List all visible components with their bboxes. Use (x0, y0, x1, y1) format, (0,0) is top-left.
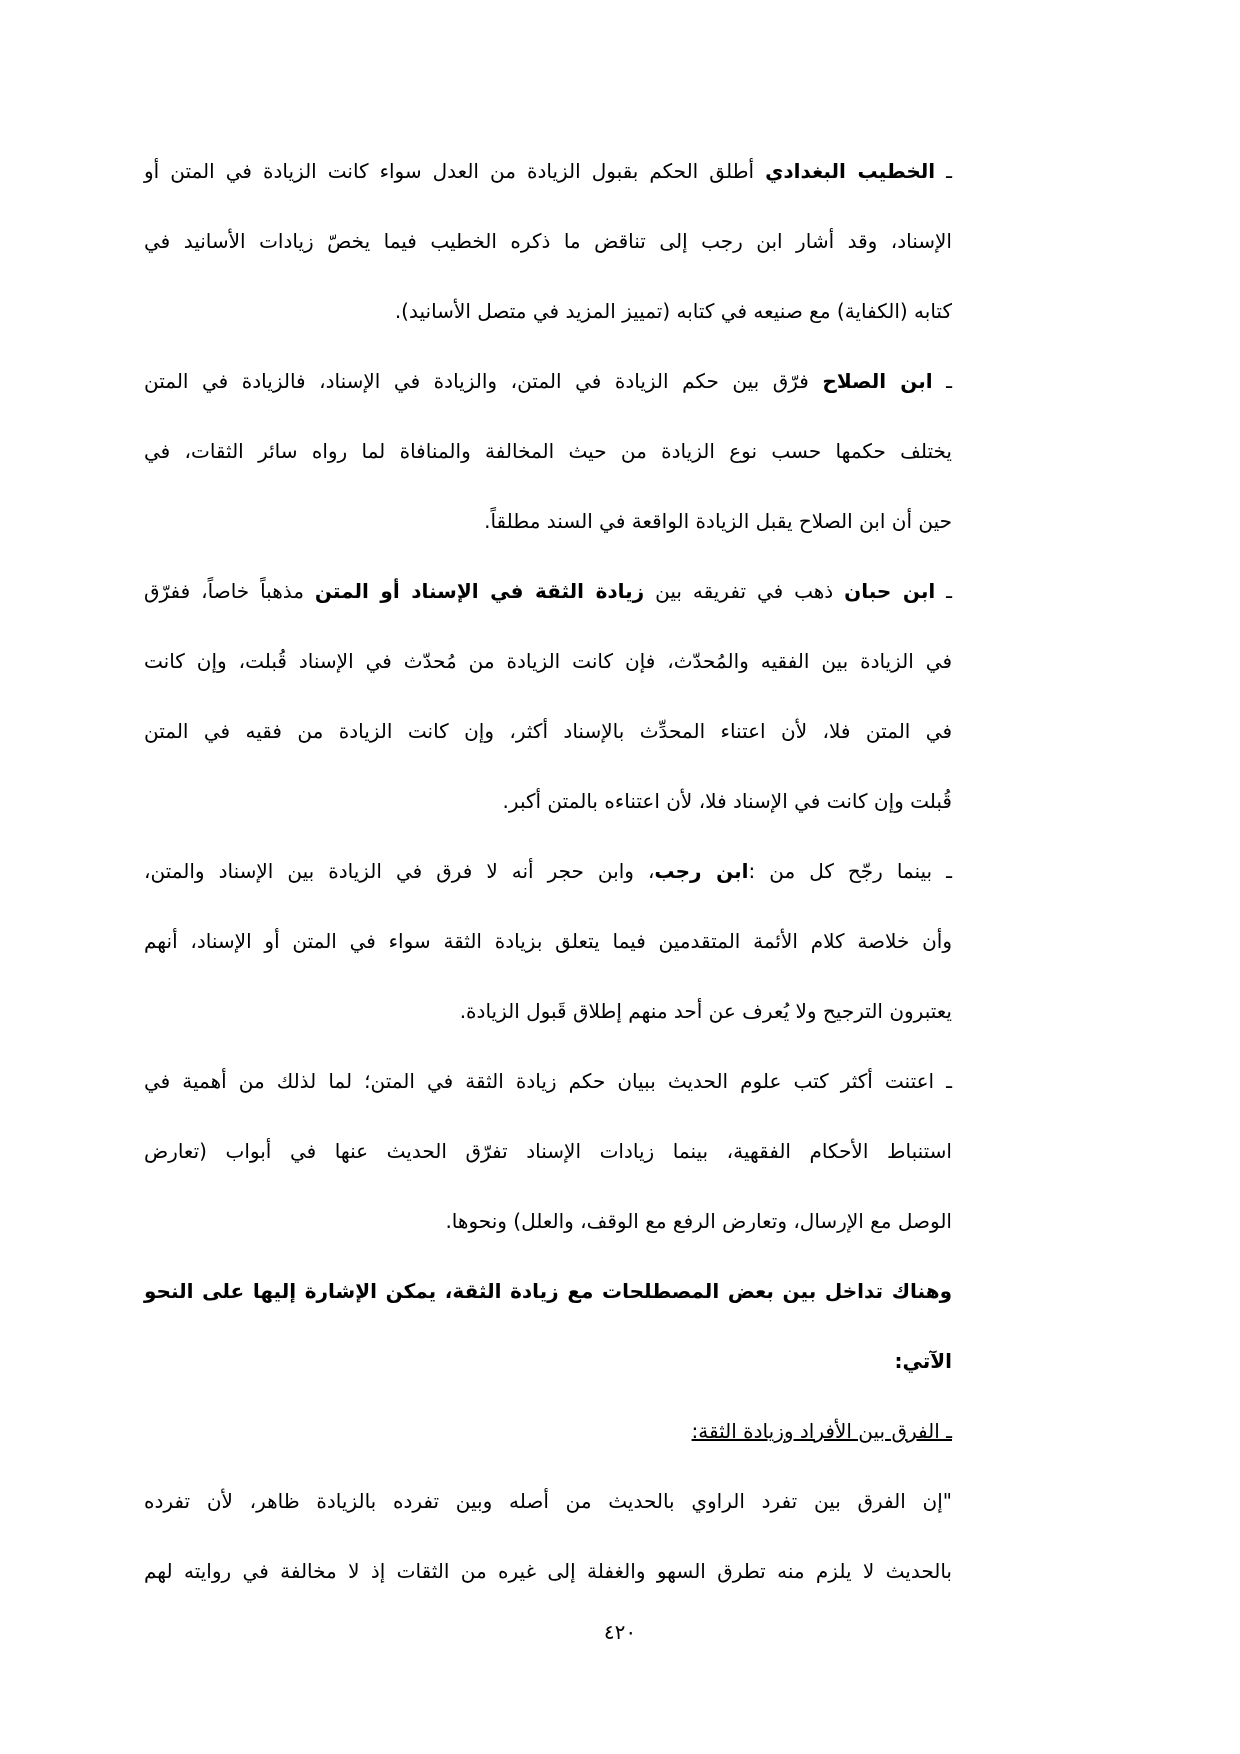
paragraph (144, 836, 952, 1046)
paragraph (144, 346, 952, 556)
text-line (144, 906, 952, 976)
paragraph (144, 556, 952, 836)
subheading (144, 1396, 952, 1466)
bold-term: الخطيب البغدادي (765, 159, 936, 183)
quote-line: "إن الفرق بين تفرد الراوي بالحديث من أصله وبين تفرده بالزيادة ظاهر، لأن تفرده (144, 1489, 952, 1513)
text-line (144, 1186, 952, 1256)
text-line (144, 976, 952, 1046)
body-text (144, 136, 952, 1606)
subheading-text: ـ الفرق بين الأفراد وزيادة الثقة: (691, 1419, 952, 1443)
text-run: ـ اعتنت أكثر كتب علوم الحديث ببيان حكم زيادة الثقة في المتن؛ لما لذلك من أهمية في (144, 1069, 952, 1093)
text-run: يختلف حكمها حسب نوع الزيادة من حيث المخالفة والمنافاة لما رواه سائر الثقات، في (144, 439, 952, 463)
text-line (144, 1046, 952, 1116)
text-line (144, 626, 952, 696)
heading-line: الآتي: (894, 1349, 952, 1373)
text-run: يعتبرون الترجيح ولا يُعرف عن أحد منهم إطلاق قَبول الزيادة. (459, 999, 952, 1023)
text-line (144, 556, 952, 626)
text-run: ذهب في تفريقه بين (644, 579, 845, 603)
bold-term: ابن رجب (654, 859, 749, 883)
section-heading (144, 1256, 952, 1396)
text-line (144, 836, 952, 906)
text-line (144, 276, 952, 346)
text-line (144, 346, 952, 416)
text-run: ـ (935, 579, 952, 603)
text-line (144, 1116, 952, 1186)
text-run: الوصل مع الإرسال، وتعارض الرفع مع الوقف، والعلل) ونحوها. (445, 1209, 952, 1233)
heading-line: وهناك تداخل بين بعض المصطلحات مع زيادة الثقة، يمكن الإشارة إليها على النحو (144, 1279, 952, 1303)
text-line (144, 696, 952, 766)
text-line (144, 766, 952, 836)
text-line (144, 206, 952, 276)
text-run: حين أن ابن الصلاح يقبل الزيادة الواقعة في السند مطلقاً. (484, 509, 952, 533)
text-run: ، وابن حجر أنه لا فرق في الزيادة بين الإسناد والمتن، (144, 859, 655, 883)
text-line (144, 486, 952, 556)
page-number: ٤٢٠ (603, 1620, 637, 1644)
paragraph (144, 136, 952, 346)
text-run: كتابه (الكفاية) مع صنيعه في كتابه (تمييز المزيد في متصل الأسانيد). (394, 299, 952, 323)
text-line (144, 416, 952, 486)
paragraph-list (144, 136, 952, 1256)
text-run: أطلق الحكم بقبول الزيادة من العدل سواء كانت الزيادة في المتن أو (144, 159, 766, 183)
text-run: ـ (932, 369, 953, 393)
quote-line: بالحديث لا يلزم منه تطرق السهو والغفلة إلى غيره من الثقات إذ لا مخالفة في روايته لهم (144, 1559, 952, 1583)
text-run: فرّق بين حكم الزيادة في المتن، والزيادة في الإسناد، فالزيادة في المتن (144, 369, 823, 393)
text-run: ـ (935, 159, 952, 183)
bold-term: ابن الصلاح (822, 369, 933, 393)
text-run: الإسناد، وقد أشار ابن رجب إلى تناقض ما ذكره الخطيب فيما يخصّ زيادات الأسانيد في (144, 229, 952, 253)
paragraph (144, 1046, 952, 1256)
text-run: في الزيادة بين الفقيه والمُحدّث، فإن كانت الزيادة من مُحدّث في الإسناد قُبلت، وإن كانت (144, 649, 952, 673)
text-run: استنباط الأحكام الفقهية، بينما زيادات الإسناد تفرّق الحديث عنها في أبواب (تعارض (144, 1139, 952, 1163)
text-line (144, 136, 952, 206)
text-run: وأن خلاصة كلام الأئمة المتقدمين فيما يتعلق بزيادة الثقة سواء في المتن أو الإسناد، أنهم (144, 929, 952, 953)
text-run: ـ بينما رجّح كل من : (748, 859, 952, 883)
text-run: مذهباً خاصاً، ففرّق (144, 579, 315, 603)
quote-block (144, 1466, 952, 1606)
text-run: قُبلت وإن كانت في الإسناد فلا، لأن اعتناءه بالمتن أكبر. (502, 789, 952, 813)
bold-term: ابن حبان (844, 579, 936, 603)
text-run: في المتن فلا، لأن اعتناء المحدِّث بالإسناد أكثر، وإن كانت الزيادة من فقيه في المتن (144, 719, 952, 743)
bold-term: زيادة الثقة في الإسناد أو المتن (314, 579, 645, 603)
